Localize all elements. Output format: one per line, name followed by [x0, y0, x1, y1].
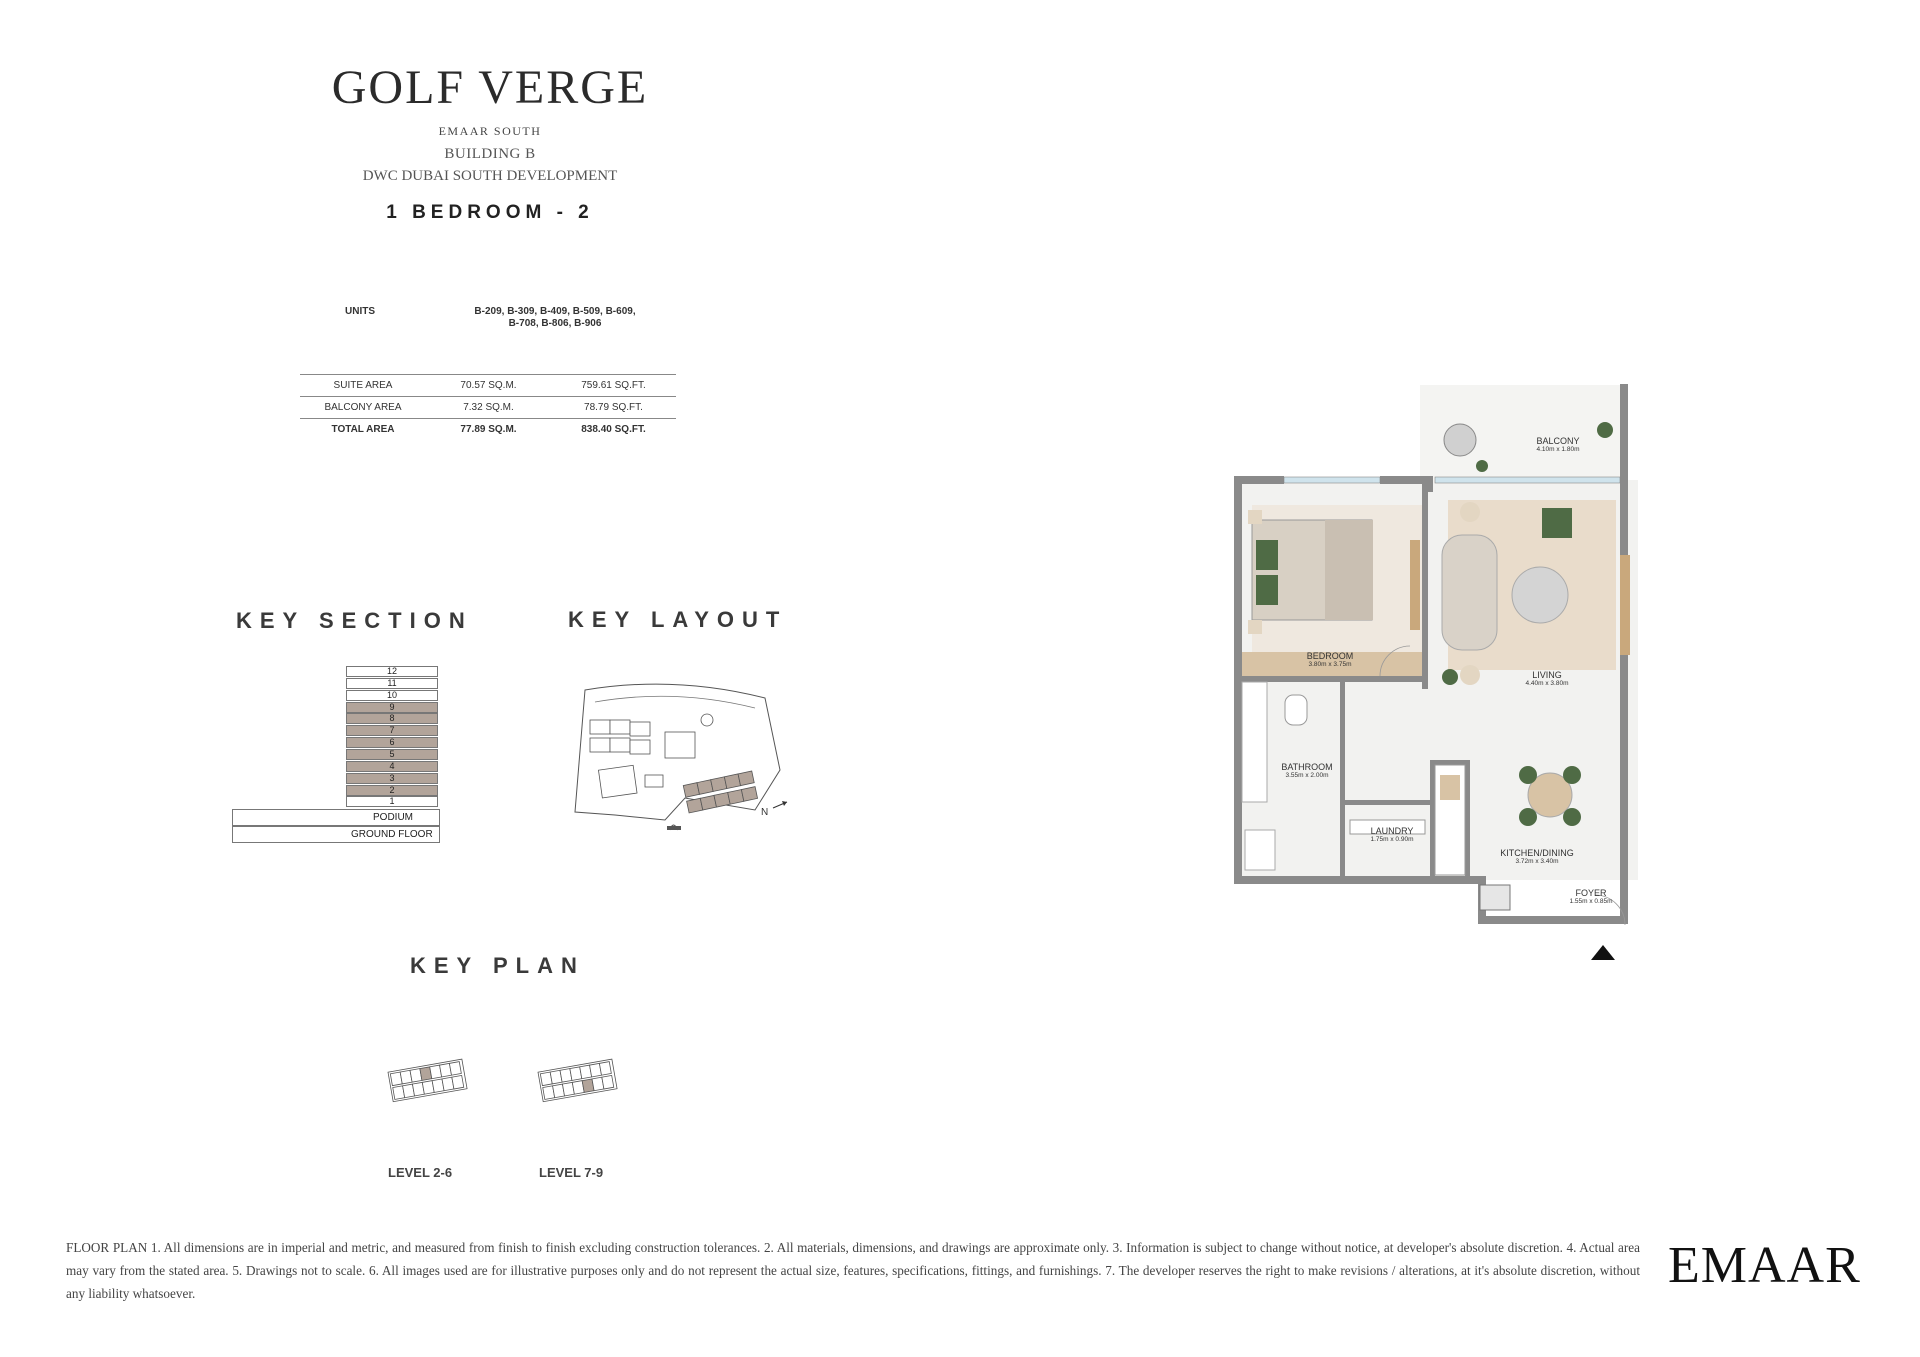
- building-name: BUILDING B: [444, 146, 536, 162]
- disclaimer-text: FLOOR PLAN 1. All dimensions are in imperial and metric, and measured from finish to finish excluding construction tolerances. 2. All materials, dimensions, and drawings are approximate only. 3. Information is subject to change without notice, at developer's absolute discretion. 4. Actual area may vary from the stated area. 5. Drawings not to scale. 6. All images used are for illustrative purposes only and do not represent the actual size, features, specifications, fittings, and furnishings. 7. The developer reserves the right to make revisions / alterations, at it's absolute discretion, without any liability whatsoever.: [66, 1240, 1640, 1301]
- ground-floor-row: GROUND FLOOR: [232, 826, 440, 843]
- room-name: LIVING: [1532, 670, 1562, 680]
- coffee-table-icon: [1512, 567, 1568, 623]
- development-name: DWC DUBAI SOUTH DEVELOPMENT: [362, 168, 618, 184]
- living-label: [1507, 670, 1587, 687]
- toilet-icon: [1285, 695, 1307, 725]
- area-sqm: 70.57 SQ.M.: [426, 375, 551, 397]
- room-name: FOYER: [1575, 888, 1607, 898]
- room-name: BATHROOM: [1281, 762, 1333, 772]
- foyer-label: [1556, 888, 1626, 905]
- level-label: LEVEL 2-6: [388, 1165, 453, 1180]
- plant-icon: [1442, 669, 1458, 685]
- units-label: UNITS: [345, 306, 375, 317]
- floor-row-7: 7: [346, 725, 438, 736]
- area-row-total: [300, 419, 676, 441]
- bedroom-tv-icon: [1410, 540, 1420, 630]
- area-sqft: 759.61 SQ.FT.: [551, 375, 676, 397]
- area-label: SUITE AREA: [300, 375, 426, 397]
- accent-chair-icon: [1542, 508, 1572, 538]
- units-line-2: B-708, B-806, B-906: [508, 318, 602, 329]
- key-plan-level-b: [530, 1050, 630, 1110]
- floor-row-6: 6: [346, 737, 438, 748]
- armchair-icon: [1444, 424, 1476, 456]
- floor-row-2: 2: [346, 785, 438, 796]
- podium-row: PODIUM: [232, 809, 440, 826]
- room-name: BEDROOM: [1306, 651, 1354, 661]
- floor-plan: [1230, 380, 1650, 960]
- tv-unit-icon: [1620, 555, 1630, 655]
- area-sqft: 838.40 SQ.FT.: [551, 419, 676, 441]
- north-label: N: [761, 807, 769, 818]
- entrance-arrow-icon: [1587, 945, 1619, 960]
- dining-table-icon: [1519, 766, 1581, 826]
- plant-icon: [1597, 422, 1613, 438]
- unit-type-title: 1 BEDROOM - 2: [386, 202, 594, 223]
- area-table: [300, 374, 676, 440]
- key-layout-title: KEY LAYOUT: [568, 607, 788, 632]
- units-list: [470, 306, 640, 330]
- level-label: LEVEL 7-9: [539, 1165, 604, 1180]
- bedroom-label: [1290, 651, 1370, 668]
- units-line-1: B-209, B-309, B-409, B-509, B-609,: [474, 306, 636, 317]
- room-dimensions: 3.72m x 3.40m: [1515, 858, 1559, 865]
- floor-row-5: 5: [346, 749, 438, 760]
- floor-row-11: 11: [346, 678, 438, 689]
- bed-icon: [1248, 510, 1373, 634]
- room-dimensions: 4.40m x 3.80m: [1525, 680, 1569, 687]
- golf-verge-logo: GOLF VERGE: [331, 61, 649, 114]
- room-dimensions: 1.75m x 0.90m: [1370, 836, 1414, 843]
- room-dimensions: 3.80m x 3.75m: [1308, 661, 1352, 668]
- community-name: EMAAR SOUTH: [438, 124, 542, 138]
- room-name: BALCONY: [1536, 436, 1580, 446]
- balcony-label: [1518, 436, 1598, 453]
- floor-row-8: 8: [346, 713, 438, 724]
- plant-icon: [1476, 460, 1488, 472]
- laundry-label: [1352, 826, 1432, 843]
- floor-row-12: 12: [346, 666, 438, 677]
- room-dimensions: 4.10m x 1.80m: [1536, 446, 1580, 453]
- floor-row-10: 10: [346, 690, 438, 701]
- shower-icon: [1242, 682, 1267, 802]
- site-layout-map: [555, 680, 805, 850]
- room-dimensions: 3.55m x 2.00m: [1285, 772, 1329, 779]
- area-label: BALCONY AREA: [300, 397, 426, 419]
- key-plan-title: KEY PLAN: [410, 953, 585, 978]
- cooktop-icon: [1480, 885, 1510, 910]
- area-sqft: 78.79 SQ.FT.: [551, 397, 676, 419]
- kitchen-label: [1492, 848, 1582, 865]
- room-name: KITCHEN/DINING: [1500, 848, 1574, 858]
- floor-row-4: 4: [346, 761, 438, 772]
- room-name: LAUNDRY: [1370, 826, 1414, 836]
- area-row: [300, 375, 676, 397]
- floor-row-1: 1: [346, 796, 438, 807]
- area-label: TOTAL AREA: [300, 419, 426, 441]
- floor-row-9: 9: [346, 702, 438, 713]
- vanity-icon: [1245, 830, 1275, 870]
- area-sqm: 77.89 SQ.M.: [426, 419, 551, 441]
- floor-row-3: 3: [346, 773, 438, 784]
- room-dimensions: 1.55m x 0.85m: [1569, 898, 1613, 905]
- key-section-title: KEY SECTION: [236, 608, 473, 633]
- bathroom-label: [1267, 762, 1347, 779]
- area-sqm: 7.32 SQ.M.: [426, 397, 551, 419]
- area-row: [300, 397, 676, 419]
- key-plan-level-a: [380, 1050, 480, 1110]
- emaar-logo: EMAAR: [1668, 1237, 1861, 1294]
